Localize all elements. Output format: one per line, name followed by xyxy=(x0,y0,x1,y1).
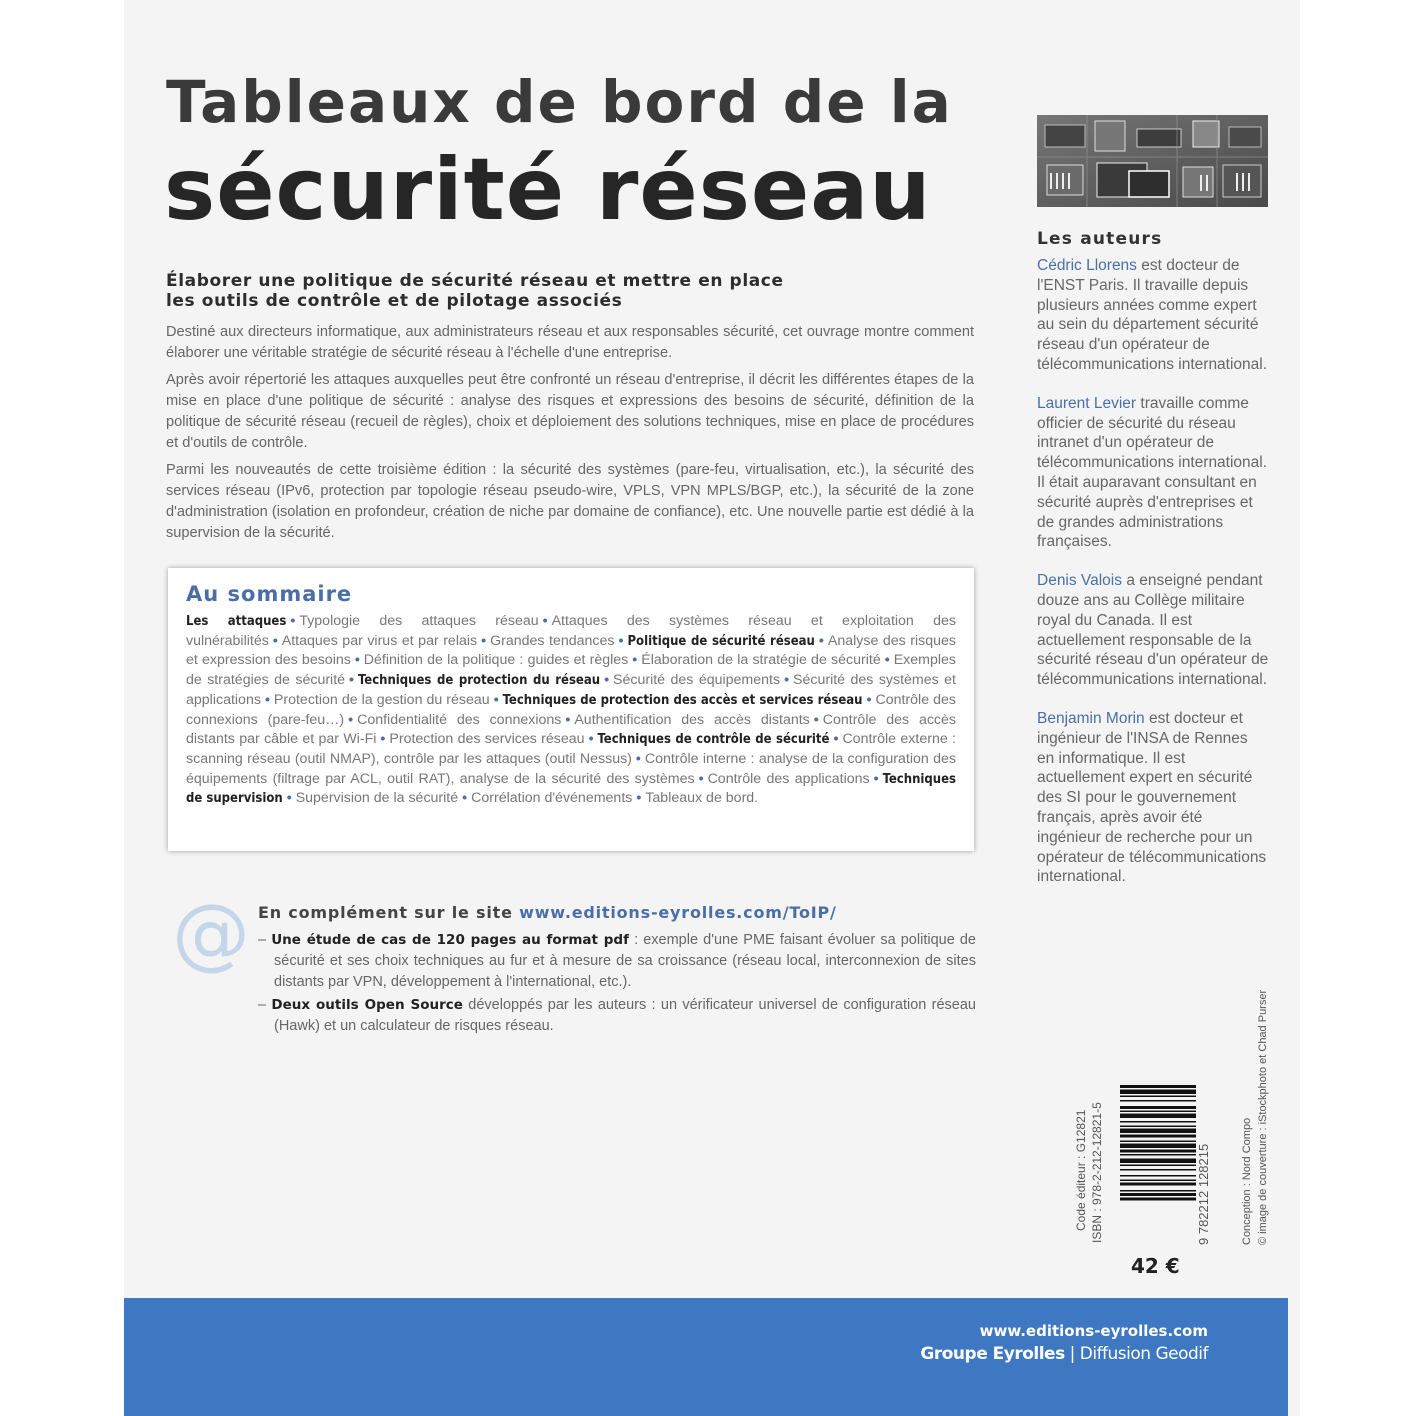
bullet-separator: • xyxy=(354,652,360,669)
summary-item: Contrôle externe : scanning réseau (outil NMAP), contrôle par les attaques (outil Nessus) xyxy=(186,731,956,767)
author-name: Cédric Llorens xyxy=(1037,257,1137,274)
barcode xyxy=(1120,1085,1196,1229)
author-entry xyxy=(1037,571,1269,690)
summary-item: Définition de la politique : guides et règles xyxy=(363,652,629,669)
barcode-bar xyxy=(1120,1175,1196,1177)
bullet-separator: • xyxy=(272,632,278,649)
bullet-separator: • xyxy=(813,711,819,728)
description-paragraph: Parmi les nouveautés de cette troisième édition : la sécurité des systèmes (pare-feu, virtualisation, etc.), la sécurité des services réseau (IPv6, protection par topologie réseau pseudo-wire, VPLS, VPN MPLS/BGP, etc.), la sécurité de la zone d'administration (isolation en profondeur, création de niche par domaine de confiance), etc. Une nouvelle partie est dédié à la supervision de la sécurité. xyxy=(166,462,974,541)
summary-item: Tableaux de bord. xyxy=(645,790,759,807)
bullet-separator: • xyxy=(632,652,638,669)
subtitle xyxy=(166,271,986,311)
title-line-1: Tableaux de bord de la xyxy=(166,68,953,136)
summary-item: Supervision de la sécurité xyxy=(295,790,459,807)
description xyxy=(166,322,974,550)
summary-section-heading: Techniques de supervision xyxy=(186,771,957,807)
barcode-bar xyxy=(1120,1150,1196,1153)
bullet-separator: • xyxy=(286,790,292,807)
summary-item: Exemples de stratégies de sécurité xyxy=(186,652,956,689)
barcode-bar xyxy=(1120,1090,1196,1095)
summary-item: Authentification des accès distants xyxy=(574,711,810,728)
author-bio: est docteur et ingénieur de l'INSA de Rennes en informatique. Il est actuellement expert en sécurité des SI pour le gouvernement français, après avoir été ingénieur de recherche pour un opérateur de télécommunications international. xyxy=(1037,709,1267,886)
circuit-board-image xyxy=(1037,115,1268,207)
barcode-bar xyxy=(1120,1198,1196,1201)
authors-title: Les auteurs xyxy=(1037,229,1163,249)
barcode-bar xyxy=(1120,1126,1196,1128)
barcode-bar xyxy=(1120,1183,1196,1186)
summary-section-heading: Techniques de protection des accès et services réseau xyxy=(502,692,863,708)
summary-item: Contrôle interne : analyse de la configuration des équipements (filtrage par ACL, outil RAT), analyse de la sécurité des systèmes xyxy=(186,750,956,787)
bullet-separator: • xyxy=(493,691,499,708)
summary-item: Élaboration de la stratégie de sécurité xyxy=(641,652,881,669)
author-entry xyxy=(1037,709,1269,887)
barcode-bar xyxy=(1120,1121,1196,1123)
barcode-bar xyxy=(1120,1169,1196,1171)
barcode-bar xyxy=(1120,1180,1196,1182)
author-entry xyxy=(1037,394,1269,552)
summary-section-heading: Les attaques xyxy=(186,614,287,629)
barcode-bar xyxy=(1120,1111,1196,1113)
summary-item: Attaques par virus et par relais xyxy=(281,632,478,649)
publisher-website-link[interactable]: www.editions-eyrolles.com xyxy=(979,1322,1208,1340)
bullet-separator: • xyxy=(264,691,270,708)
summary-item: Grandes tendances xyxy=(490,632,615,649)
bullet-separator: • xyxy=(481,632,487,649)
summary-item: Protection des services réseau xyxy=(389,731,585,748)
summary-item: Corrélation d'événements xyxy=(471,790,633,807)
publisher-code: Code éditeur : G12821 xyxy=(1074,1109,1088,1231)
complement-item-bold: Deux outils Open Source xyxy=(271,997,463,1013)
bullet-separator: • xyxy=(604,672,610,689)
subtitle-line-1: Élaborer une politique de sécurité réseau et mettre en place xyxy=(166,271,784,291)
bullet-separator: • xyxy=(833,731,839,748)
summary-section-heading: Techniques de contrôle de sécurité xyxy=(597,732,830,748)
complement-lead: En complément sur le site xyxy=(258,903,513,922)
cover-photo-circuit-board xyxy=(1037,115,1268,207)
summary-section-heading: Techniques de protection du réseau xyxy=(358,673,601,689)
author-bio: travaille comme officier de sécurité du réseau intranet d'un opérateur de télécommunications international. Il était auparavant consultant en sécurité auprès d'entreprises et de grandes administrations françaises. xyxy=(1037,394,1268,551)
barcode-bar xyxy=(1120,1085,1196,1088)
bullet-separator: • xyxy=(884,652,890,669)
price: 42 € xyxy=(1131,1254,1180,1278)
complement-item: – Deux outils Open Source développés par les auteurs : un vérificateur universel de configuration réseau (Hawk) et un calculateur de risques réseau. xyxy=(258,997,976,1034)
barcode-bar xyxy=(1120,1190,1196,1192)
summary-item: Contrôle des applications xyxy=(707,770,870,787)
author-name: Denis Valois xyxy=(1037,572,1123,590)
bullet-separator: • xyxy=(618,632,624,649)
description-paragraph: Destiné aux directeurs informatique, aux administrateurs réseau et aux responsables sécurité, cet ouvrage montre comment élaborer une véritable stratégie de sécurité réseau à l'échelle d'une entreprise. xyxy=(166,324,974,361)
summary-item: Sécurité des équipements xyxy=(613,672,781,689)
barcode-digits: 9 782212 128215 xyxy=(1196,1143,1211,1245)
author-bio: est docteur de l'ENST Paris. Il travaille depuis plusieurs années comme expert au sein du département sécurité réseau d'un opérateur de télécommunications international. xyxy=(1037,257,1268,373)
author-entry xyxy=(1037,256,1269,375)
diffusion-name: Diffusion Geodif xyxy=(1079,1344,1208,1364)
summary-item: Protection de la gestion du réseau xyxy=(273,691,490,708)
author-bio: a enseigné pendant douze ans au Collège militaire royal du Canada. Il est actuellement responsable de la sécurité réseau d'un opérateur de télécommunications international. xyxy=(1037,572,1269,689)
summary-item: Sécurité des systèmes et applications xyxy=(186,672,956,708)
bullet-separator: • xyxy=(348,711,354,728)
author-name: Laurent Levier xyxy=(1037,394,1137,412)
barcode-bar xyxy=(1120,1154,1196,1156)
summary-item: Typologie des attaques réseau xyxy=(299,613,539,629)
complement-url-link[interactable]: www.editions-eyrolles.com/ToIP/ xyxy=(519,903,837,922)
bullet-separator: • xyxy=(565,711,571,728)
complement-item-bold: Une étude de cas de 120 pages au format pdf xyxy=(271,932,629,948)
complement-section xyxy=(258,903,976,1039)
summary-item: Analyse des risques et expression des besoins xyxy=(186,632,956,669)
summary-text xyxy=(186,612,956,809)
publisher-name: Groupe Eyrolles xyxy=(920,1344,1065,1364)
barcode-bar xyxy=(1120,1114,1196,1119)
summary-item: Attaques des systèmes réseau et exploitation des vulnérabilités xyxy=(186,613,956,649)
bullet-separator: • xyxy=(462,790,468,807)
barcode-bar xyxy=(1120,1135,1196,1138)
complement-heading xyxy=(258,903,976,922)
authors-list xyxy=(1037,256,1269,906)
barcode-bar xyxy=(1120,1193,1196,1196)
bullet-separator: • xyxy=(873,770,879,787)
bullet-separator: • xyxy=(588,731,594,748)
bullet-separator: • xyxy=(290,613,296,629)
barcode-bar xyxy=(1120,1159,1196,1164)
conception-credit: Conception : Nord Compo xyxy=(1241,1117,1253,1245)
summary-title: Au sommaire xyxy=(186,582,353,606)
isbn: ISBN : 978-2-212-12821-5 xyxy=(1090,1102,1104,1243)
barcode-bar xyxy=(1120,1096,1196,1098)
imprint-zone xyxy=(1068,989,1278,1255)
at-sign-icon: @ xyxy=(172,889,250,979)
summary-item: Contrôle des accès distants par câble et par Wi-Fi xyxy=(186,711,957,748)
complement-item-text: développés par les auteurs : un vérificateur universel de configuration réseau (Hawk) et un calculateur de risques réseau. xyxy=(274,997,976,1034)
bullet-separator: • xyxy=(784,672,790,689)
bullet-separator: • xyxy=(866,691,872,708)
complement-item: – Une étude de cas de 120 pages au format pdf : exemple d'une PME faisant évoluer sa politique de sécurité et ses choix techniques au fur et à mesure de sa croissance (réseau local, interconnexion de sites distants par VPN, développement à l'international, etc.). xyxy=(258,932,976,990)
bullet-separator: • xyxy=(635,750,641,767)
author-name: Benjamin Morin xyxy=(1037,709,1145,727)
summary-item: Contrôle des connexions (pare-feu…) xyxy=(186,691,956,728)
bullet-separator: • xyxy=(380,731,386,748)
barcode-bar xyxy=(1120,1129,1196,1134)
publisher-line: Groupe Eyrolles | Diffusion Geodif xyxy=(920,1344,1208,1364)
footer-band xyxy=(124,1298,1288,1416)
bullet-separator: • xyxy=(698,770,704,787)
subtitle-line-2: les outils de contrôle et de pilotage associés xyxy=(166,291,623,311)
complement-item-text: : exemple d'une PME faisant évoluer sa politique de sécurité et ses choix techniques au fur et à mesure de sa croissance (réseau local, interconnexion de sites distants par VPN, développement à l'international, etc.). xyxy=(274,932,976,990)
summary-section-heading: Politique de sécurité réseau xyxy=(627,633,815,649)
summary-item: Confidentialité des connexions xyxy=(357,711,562,728)
bullet-separator: • xyxy=(818,632,824,649)
description-paragraph: Après avoir répertorié les attaques auxquelles peut être confronté un réseau d'entreprise, il décrit les différentes étapes de la mise en place d'une politique de sécurité : analyse des risques et expressions des besoins de sécurité, définition de la politique de sécurité réseau (recueil de règles), choix et déploiement des solutions techniques, mise en place de procédures et d'outils de contrôle. xyxy=(166,372,974,451)
image-credit: © image de couverture : iStockphoto et Chad Purser xyxy=(1257,989,1269,1245)
bullet-separator: • xyxy=(349,672,355,689)
barcode-bar xyxy=(1120,1144,1196,1149)
barcode-bar xyxy=(1120,1106,1196,1109)
bullet-separator: • xyxy=(542,613,548,629)
barcode-bar xyxy=(1120,1165,1196,1167)
summary-box xyxy=(168,568,974,851)
bullet-separator: • xyxy=(636,790,642,807)
title-line-2: sécurité réseau xyxy=(164,140,932,240)
barcode-bar xyxy=(1120,1141,1196,1143)
barcode-bar xyxy=(1120,1100,1196,1102)
